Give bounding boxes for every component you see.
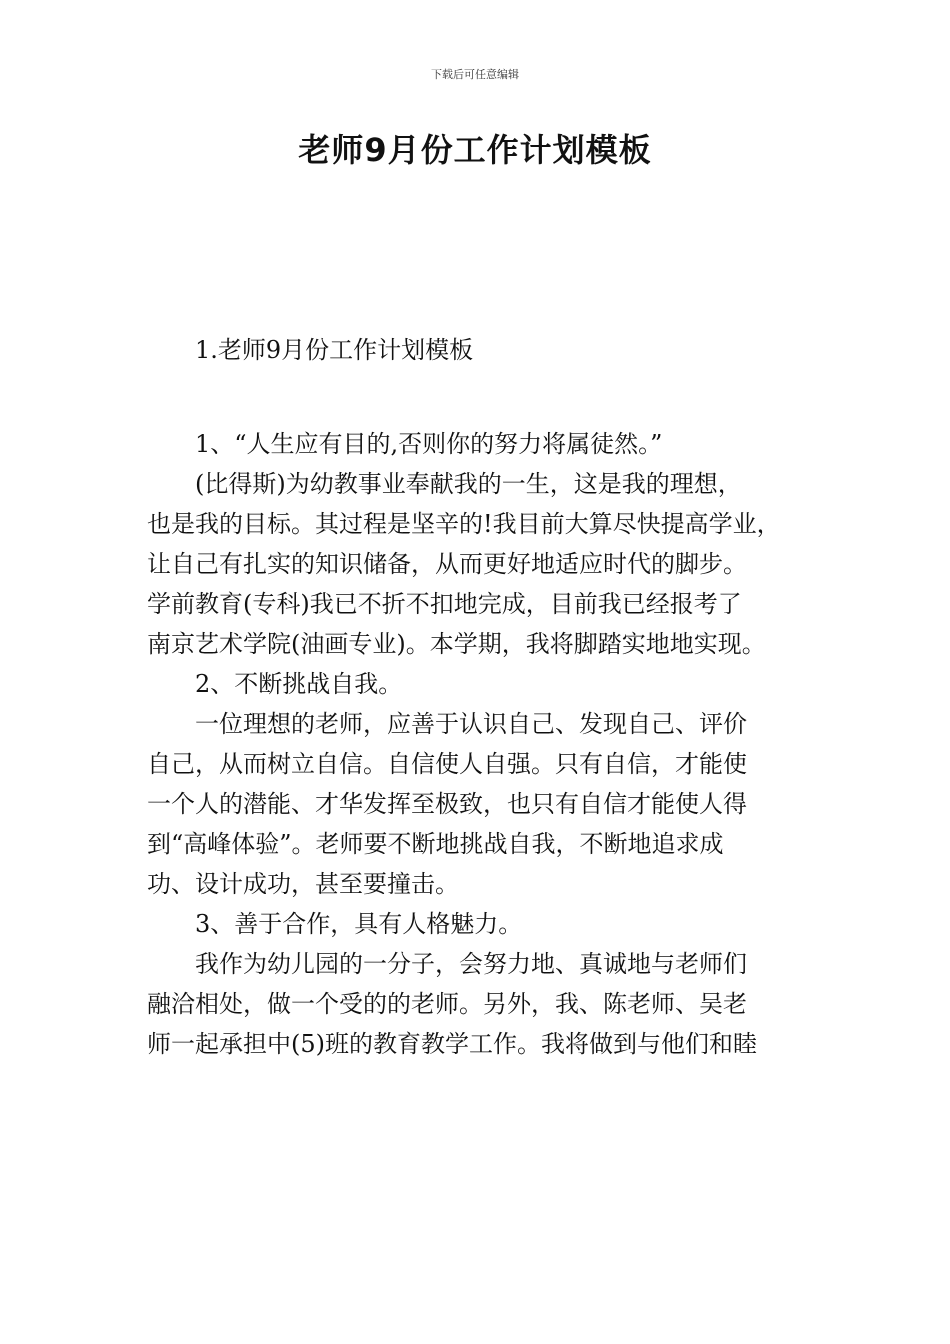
document-title: 老师9月份工作计划模板 [298, 131, 652, 169]
body-line: 南京艺术学院(油画专业)。本学期，我将脚踏实地地实现。 [147, 630, 766, 658]
body-line: 我作为幼儿园的一分子，会努力地、真诚地与老师们 [195, 950, 747, 978]
body-paragraphs [147, 424, 817, 1064]
body-line: 一位理想的老师，应善于认识自己、发现自己、评价 [195, 710, 747, 738]
body-line: 3、善于合作，具有人格魅力。 [195, 910, 523, 938]
body-line: 1、“人生应有目的,否则你的努力将属徒然。” [195, 430, 663, 458]
header-note: 下载后可任意编辑 [431, 68, 519, 81]
body-line: (比得斯)为幼教事业奉献我的一生，这是我的理想， [195, 470, 742, 498]
section-heading: 1.老师9月份工作计划模板 [195, 336, 474, 364]
body-line: 到“高峰体验”。老师要不断地挑战自我，不断地追求成 [147, 830, 724, 858]
body-line: 融洽相处，做一个受的的老师。另外，我、陈老师、吴老 [147, 990, 747, 1018]
body-line: 自己，从而树立自信。自信使人自强。只有自信，才能使 [147, 750, 747, 778]
body-line: 功、设计成功，甚至要撞击。 [147, 870, 459, 898]
body-line: 学前教育(专科)我已不折不扣地完成，目前我已经报考了 [147, 590, 742, 618]
body-line: 一个人的潜能、才华发挥至极致，也只有自信才能使人得 [147, 790, 747, 818]
section-heading-block [147, 330, 817, 370]
body-line: 师一起承担中(5)班的教育教学工作。我将做到与他们和睦 [147, 1030, 757, 1058]
body-line: 2、不断挑战自我。 [195, 670, 403, 698]
body-line: 让自己有扎实的知识储备，从而更好地适应时代的脚步。 [147, 550, 747, 578]
body-line: 也是我的目标。其过程是坚辛的!我目前大算尽快提高学业， [147, 510, 781, 538]
